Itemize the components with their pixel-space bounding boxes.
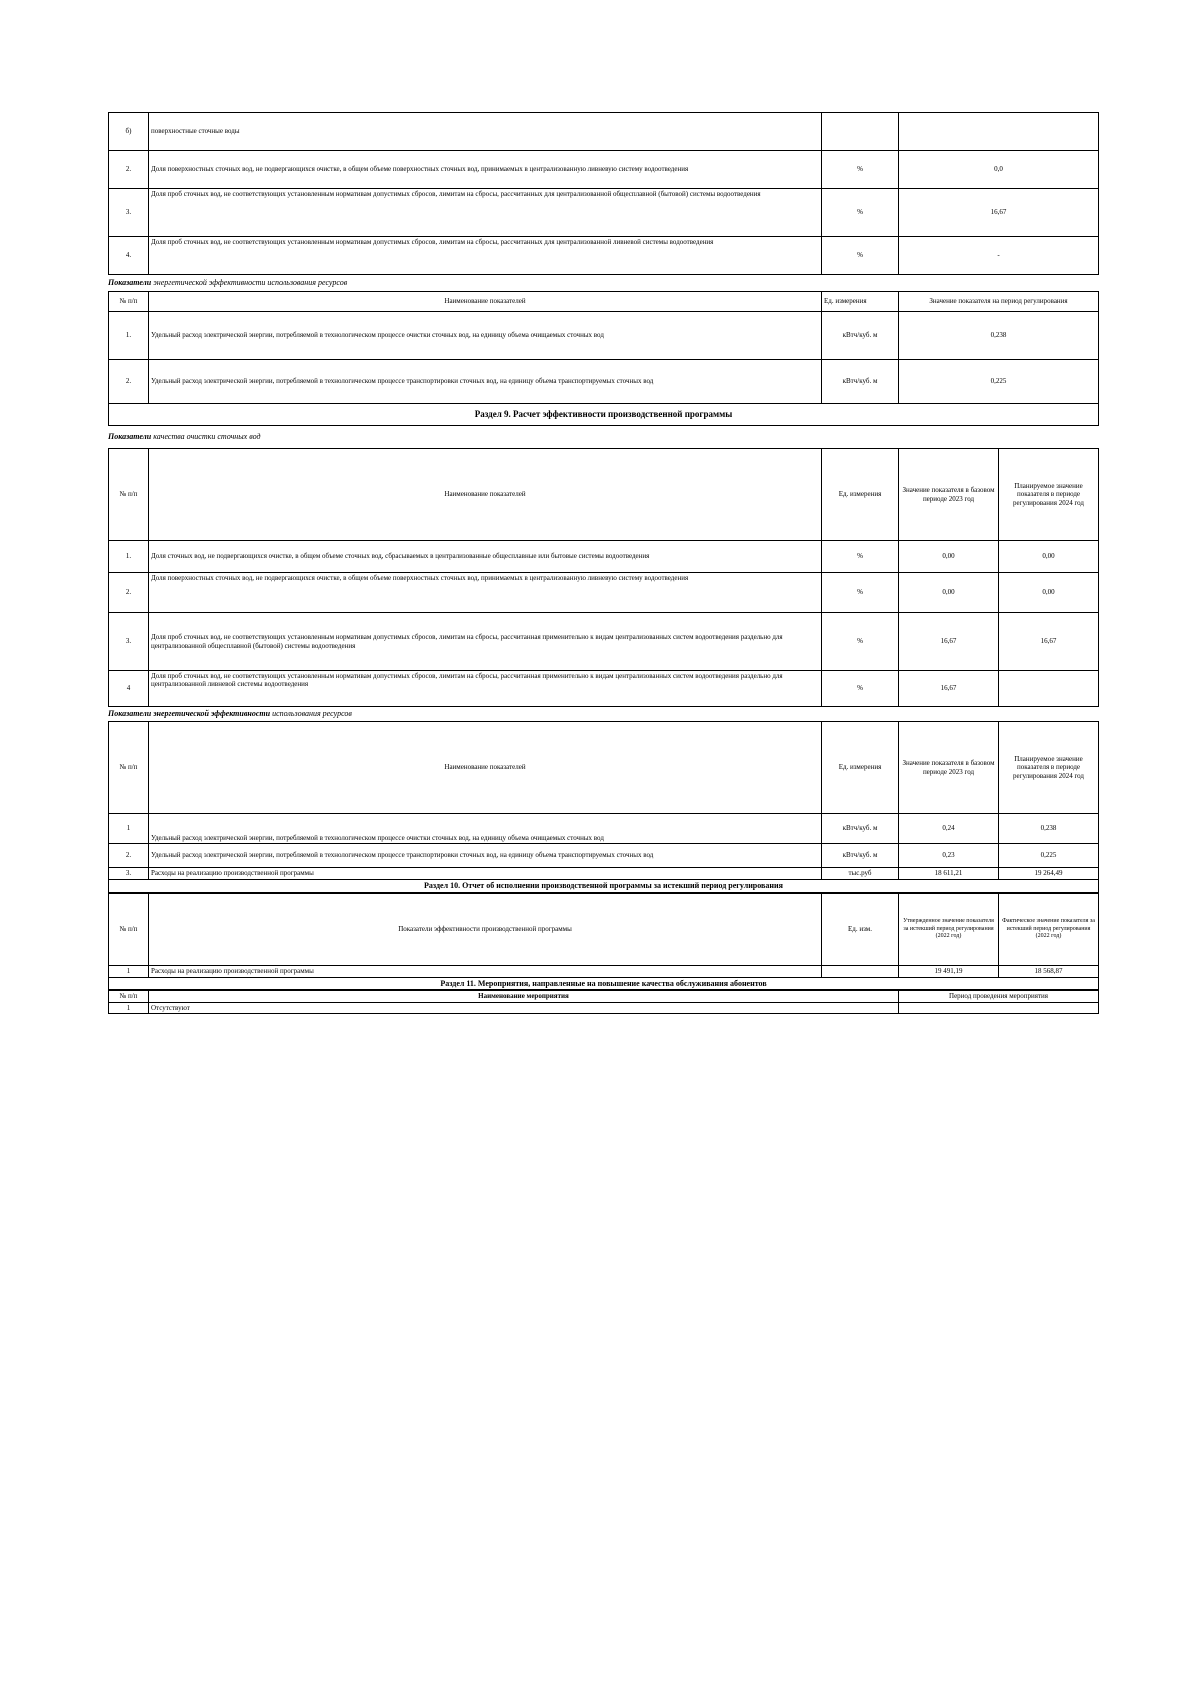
section-title-row <box>109 977 1099 990</box>
section9-title: Раздел 9. Расчет эффективности производственной программы <box>109 404 1099 426</box>
indicator-name: Доля проб сточных вод, не соответствующих установленным нормативам допустимых сбросов, лимитам на сбросы, рассчитанных для централизованной общесплавной (бытовой) системы водоотведения <box>149 189 822 237</box>
header-name: Показатели эффективности производственной программы <box>149 893 822 965</box>
base-value: 18 611,21 <box>899 868 999 880</box>
row-number: 2. <box>109 573 149 613</box>
header-unit: Ед. изм. <box>822 893 899 965</box>
plan-value: 0,00 <box>999 573 1099 613</box>
period-cell <box>899 1002 1099 1013</box>
table-row <box>109 671 1099 707</box>
base-value: 16,67 <box>899 671 999 707</box>
indicator-name: Доля поверхностных сточных вод, не подвергающихся очистке, в общем объеме поверхностных сточных вод, принимаемых в централизованную ливневую систему водоотведения <box>149 573 822 613</box>
approved-value: 19 491,19 <box>899 965 999 977</box>
section10-title: Раздел 10. Отчет об исполнении производственной программы за истекший период регулирования <box>109 880 1099 893</box>
row-number: 4 <box>109 671 149 707</box>
table-row <box>109 1002 1099 1013</box>
table-row <box>109 573 1099 613</box>
row-number: 1. <box>109 541 149 573</box>
section-title-row <box>109 880 1099 893</box>
header-name: Наименование показателей <box>149 449 822 541</box>
header-period: Период проведения мероприятия <box>899 991 1099 1002</box>
section11-title: Раздел 11. Мероприятия, направленные на повышение качества обслуживания абонентов <box>109 977 1099 990</box>
section11-table <box>108 990 1099 1014</box>
indicator-name: Доля проб сточных вод, не соответствующих установленным нормативам допустимых сбросов, лимитам на сбросы, рассчитанная применительно к видам централизованных систем водоотведения раздельно для централизованной ливневой системы водоотведения <box>149 671 822 707</box>
unit-cell <box>822 965 899 977</box>
value-cell <box>899 113 1099 151</box>
indicator-name: Доля сточных вод, не подвергающихся очистке, в общем объеме сточных вод, сбрасываемых в централизованные общесплавные или бытовые системы водоотведения <box>149 541 822 573</box>
measure-name: Отсутствуют <box>149 1002 899 1013</box>
row-number: 3. <box>109 189 149 237</box>
header-approved: Утвержденное значение показателя за истекший период регулирования (2022 год) <box>899 893 999 965</box>
unit-cell: % <box>822 189 899 237</box>
table-header-row <box>109 991 1099 1002</box>
energy2-table <box>108 721 1099 893</box>
table-row <box>109 868 1099 880</box>
header-unit: Ед. измерения <box>822 292 899 312</box>
unit-cell: % <box>822 613 899 671</box>
unit-cell: % <box>822 151 899 189</box>
table-header-row <box>109 449 1099 541</box>
table-header-row <box>109 722 1099 814</box>
base-value: 16,67 <box>899 613 999 671</box>
header-plan: Планируемое значение показателя в периоде регулирования 2024 год <box>999 449 1099 541</box>
unit-cell: кВтч/куб. м <box>822 360 899 404</box>
row-number: 1 <box>109 965 149 977</box>
row-number: 2. <box>109 151 149 189</box>
indicator-name: Удельный расход электрической энергии, потребляемой в технологическом процессе очистки сточных вод, на единицу объема очищаемых сточных вод <box>149 312 822 360</box>
table-header-row <box>109 893 1099 965</box>
value-cell: 0,225 <box>899 360 1099 404</box>
table-row <box>109 814 1099 844</box>
row-number: 4. <box>109 237 149 275</box>
energy-subtitle: Показатели энергетической эффективности использования ресурсов <box>108 278 348 287</box>
header-num: № п/п <box>109 292 149 312</box>
header-num: № п/п <box>109 991 149 1002</box>
unit-cell: кВтч/куб. м <box>822 844 899 868</box>
row-number: 2. <box>109 844 149 868</box>
quality-subtitle: Показатели качества очистки сточных вод <box>108 432 261 441</box>
table-row <box>109 965 1099 977</box>
plan-value: 19 264,49 <box>999 868 1099 880</box>
header-num: № п/п <box>109 449 149 541</box>
header-num: № п/п <box>109 722 149 814</box>
base-value: 0,23 <box>899 844 999 868</box>
header-plan: Планируемое значение показателя в периоде регулирования 2024 год <box>999 722 1099 814</box>
unit-cell: % <box>822 573 899 613</box>
indicator-name: Удельный расход электрической энергии, потребляемой в технологическом процессе транспортировки сточных вод, на единицу объема транспортируемых сточных вод <box>149 844 822 868</box>
value-cell: 16,67 <box>899 189 1099 237</box>
unit-cell: % <box>822 237 899 275</box>
table-row <box>109 237 1099 275</box>
base-value: 0,00 <box>899 573 999 613</box>
indicator-name: Расходы на реализацию производственной программы <box>149 965 822 977</box>
header-name: Наименование показателей <box>149 722 822 814</box>
unit-cell: кВтч/куб. м <box>822 814 899 844</box>
row-number: 1 <box>109 814 149 844</box>
header-unit: Ед. измерения <box>822 449 899 541</box>
indicator-name: Расходы на реализацию производственной программы <box>149 868 822 880</box>
quality-indicators-table <box>108 112 1099 275</box>
header-value: Значение показателя на период регулирования <box>899 292 1099 312</box>
indicator-name: поверхностные сточные воды <box>149 113 822 151</box>
actual-value: 18 568,87 <box>999 965 1099 977</box>
table-row <box>109 189 1099 237</box>
unit-cell <box>822 113 899 151</box>
row-number: б) <box>109 113 149 151</box>
plan-value: 0,225 <box>999 844 1099 868</box>
indicator-name: Доля проб сточных вод, не соответствующих установленным нормативам допустимых сбросов, лимитам на сбросы, рассчитанных для централизованной ливневой системы водоотведения <box>149 237 822 275</box>
plan-value: 0,00 <box>999 541 1099 573</box>
base-value: 0,00 <box>899 541 999 573</box>
header-num: № п/п <box>109 893 149 965</box>
table-header-row <box>109 292 1099 312</box>
table-row <box>109 844 1099 868</box>
row-number: 2. <box>109 360 149 404</box>
value-cell: 0,0 <box>899 151 1099 189</box>
section9-quality-table <box>108 448 1099 707</box>
unit-cell: % <box>822 541 899 573</box>
header-base: Значение показателя в базовом периоде 2023 год <box>899 449 999 541</box>
header-name: Наименование мероприятия <box>149 991 899 1002</box>
plan-value: 16,67 <box>999 613 1099 671</box>
header-unit: Ед. измерения <box>822 722 899 814</box>
row-number: 1 <box>109 1002 149 1013</box>
section-title-row <box>109 404 1099 426</box>
indicator-name: Удельный расход электрической энергии, потребляемой в технологическом процессе очистки сточных вод, на единицу объема очищаемых сточных вод <box>149 814 822 844</box>
unit-cell: тыс.руб <box>822 868 899 880</box>
plan-value <box>999 671 1099 707</box>
indicator-name: Доля поверхностных сточных вод, не подвергающихся очистке, в общем объеме поверхностных сточных вод, принимаемых в централизованную ливневую систему водоотведения <box>149 151 822 189</box>
energy-efficiency-table <box>108 291 1099 426</box>
table-row <box>109 113 1099 151</box>
value-cell: - <box>899 237 1099 275</box>
table-row <box>109 541 1099 573</box>
unit-cell: % <box>822 671 899 707</box>
plan-value: 0,238 <box>999 814 1099 844</box>
table-row <box>109 312 1099 360</box>
indicator-name: Удельный расход электрической энергии, потребляемой в технологическом процессе транспортировки сточных вод, на единицу объема транспортируемых сточных вод <box>149 360 822 404</box>
table-row <box>109 360 1099 404</box>
base-value: 0,24 <box>899 814 999 844</box>
unit-cell: кВтч/куб. м <box>822 312 899 360</box>
header-base: Значение показателя в базовом периоде 2023 год <box>899 722 999 814</box>
value-cell: 0,238 <box>899 312 1099 360</box>
header-actual: Фактическое значение показателя за истекший период регулирования (2022 год) <box>999 893 1099 965</box>
indicator-name: Доля проб сточных вод, не соответствующих установленным нормативам допустимых сбросов, лимитам на сбросы, рассчитанная применительно к видам централизованных систем водоотведения раздельно для централизованной общесплавной (бытовой) системы водоотведения <box>149 613 822 671</box>
table-row <box>109 613 1099 671</box>
table-row <box>109 151 1099 189</box>
row-number: 3. <box>109 868 149 880</box>
header-name: Наименование показателей <box>149 292 822 312</box>
row-number: 1. <box>109 312 149 360</box>
section10-table <box>108 893 1099 991</box>
energy2-subtitle: Показатели энергетической эффективности использования ресурсов <box>108 709 352 718</box>
document-page <box>108 112 1098 1014</box>
row-number: 3. <box>109 613 149 671</box>
